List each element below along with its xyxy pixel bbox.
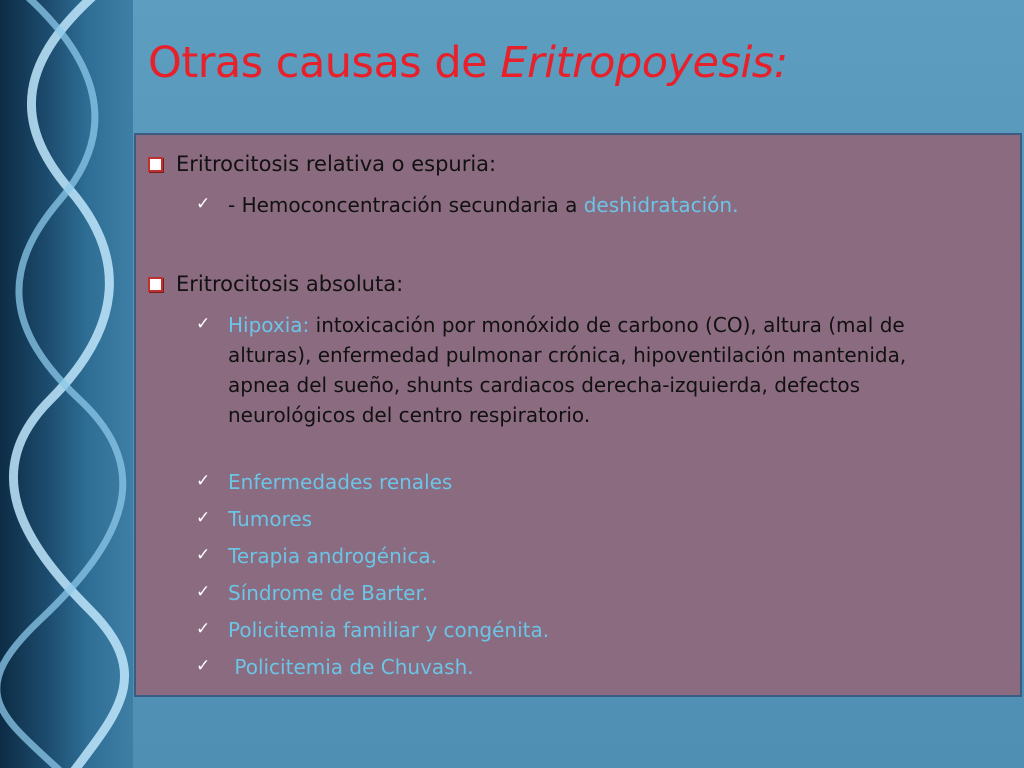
subbullet-highlight: Hipoxia: — [228, 313, 316, 337]
slide-title — [148, 38, 788, 88]
bullet-eritrocitosis-absoluta — [148, 269, 403, 299]
subbullet-enfermedades-renales — [196, 467, 968, 497]
bullet-heading: Eritrocitosis absoluta: — [176, 272, 404, 296]
dna-helix-image — [0, 0, 133, 768]
subbullet-hemoconcentracion — [196, 190, 968, 220]
title-main: Otras causas de — [148, 38, 501, 88]
subbullet-sindrome-barter — [196, 578, 968, 608]
subbullet-tumores — [196, 504, 968, 534]
subbullet-highlight: Policitemia familiar y congénita. — [228, 618, 550, 642]
checkmark-icon: ✓ — [196, 656, 211, 676]
subbullet-hipoxia — [196, 310, 968, 430]
checkmark-icon: ✓ — [196, 582, 211, 602]
content-box — [134, 133, 1022, 697]
checkmark-icon: ✓ — [196, 508, 211, 528]
subbullet-highlight: Policitemia de Chuvash. — [228, 655, 474, 679]
subbullet-policitemia-familiar — [196, 615, 968, 645]
subbullet-highlight: Síndrome de Barter. — [228, 581, 429, 605]
bullet-heading: Eritrocitosis relativa o espuria: — [176, 152, 497, 176]
subbullet-text — [228, 310, 968, 430]
checkmark-icon: ✓ — [196, 314, 211, 334]
subbullet-highlight: deshidratación. — [583, 193, 739, 217]
subbullet-terapia-androgenica — [196, 541, 968, 571]
subbullet-text — [228, 190, 968, 220]
subbullet-text-main: intoxicación por monóxido de carbono (CO), altura (mal de alturas), enfermedad pulmonar crónica, hipoventilación mantenida, apnea del sueño, shunts cardiacos derecha-izquierda, defectos neurológicos del centro respiratorio. — [228, 313, 907, 427]
checkmark-icon: ✓ — [196, 194, 211, 214]
subbullet-highlight: Enfermedades renales — [228, 470, 453, 494]
checkmark-icon: ✓ — [196, 545, 211, 565]
subbullet-highlight: Terapia androgénica. — [228, 544, 437, 568]
bullet-eritrocitosis-relativa — [148, 149, 496, 179]
subbullet-policitemia-chuvash — [196, 652, 968, 682]
subbullet-highlight: Tumores — [228, 507, 313, 531]
dna-helix-graphic — [0, 0, 133, 768]
title-italic: Eritropoyesis: — [500, 38, 788, 88]
subbullet-text-main: - Hemoconcentración secundaria a — [228, 193, 584, 217]
checkmark-icon: ✓ — [196, 471, 211, 491]
checkmark-icon: ✓ — [196, 619, 211, 639]
square-bullet-icon — [148, 277, 163, 292]
square-bullet-icon — [148, 157, 163, 172]
